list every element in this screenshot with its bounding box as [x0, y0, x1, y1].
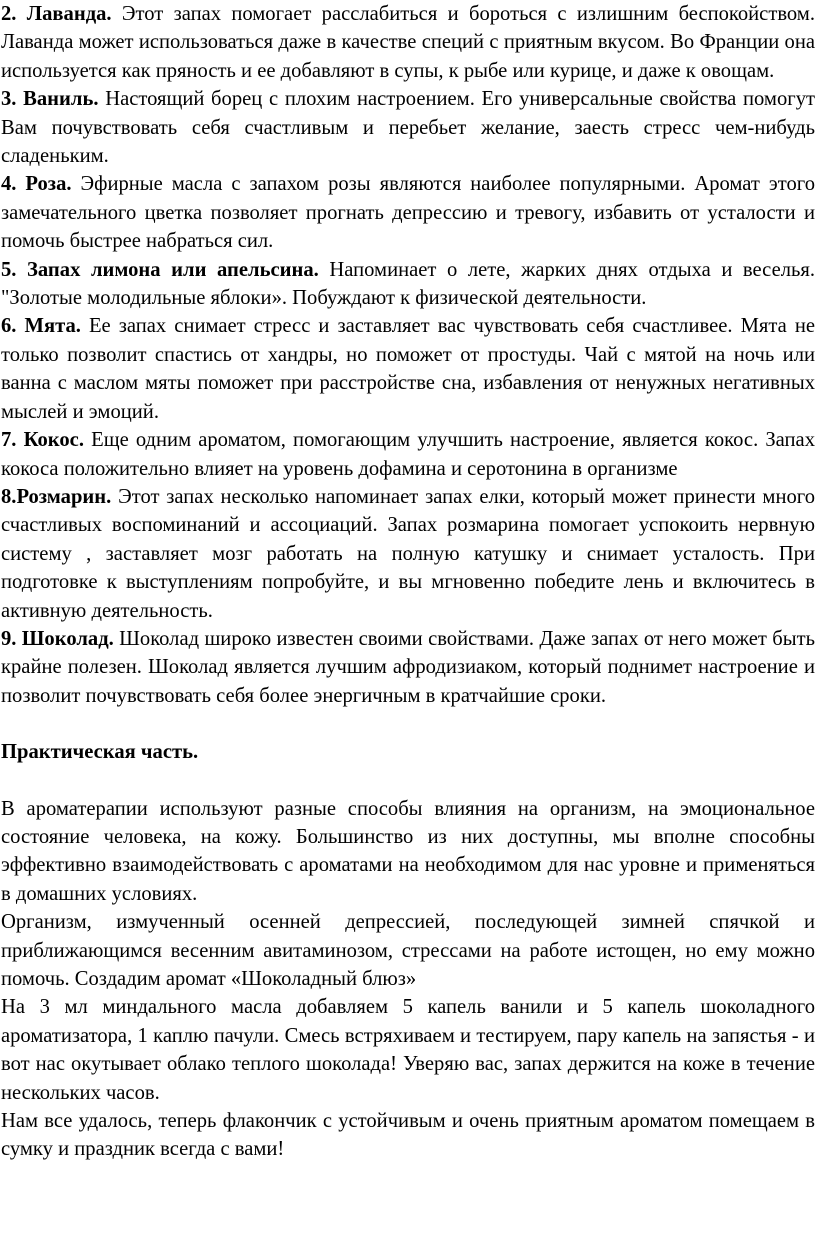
aroma-description: Этот запах помогает расслабиться и бороться с излишним беспокойством. Лаванда может использоваться даже в качестве специй с приятным вкусом. Во Франции она используется как пряность и ее добавляют в супы, к рыбе или курице, и даже к овощам.: [1, 3, 815, 82]
aroma-item-rose: [1, 170, 815, 255]
aroma-item-vanilla: [1, 85, 815, 170]
aroma-label: 7. Кокос.: [1, 429, 84, 452]
aroma-description: Шоколад широко известен своими свойствами. Даже запах от него может быть крайне полезен. Шоколад является лучшим афродизиаком, который поднимет настроение и позволит почувствовать себя более энергичным в кратчайшие сроки.: [1, 627, 815, 707]
practical-paragraph-recipe: На 3 мл миндального масла добавляем 5 капель ванили и 5 капель шоколадного ароматизатора, 1 каплю пачули. Смесь встряхиваем и тестируем, пару капель на запястья - и вот нас окутывает облако теплого шоколада! Уверяю вас, запах держится на коже в течение нескольких часов.: [1, 996, 815, 1104]
aroma-item-rosemary: [1, 483, 815, 625]
practical-paragraph-conclusion: Нам все удалось, теперь флакончик с устойчивым и очень приятным ароматом помещаем в сумку и праздник всегда с вами!: [1, 1110, 815, 1161]
aroma-label: 2. Лаванда.: [1, 3, 112, 25]
aroma-item-chocolate: [1, 625, 815, 710]
aroma-description: Ее запах снимает стресс и заставляет вас чувствовать себя счастливее. Мята не только позволит спастись от хандры, но поможет от простуды. Чай с мятой на ночь или ванна с маслом мяты поможет при расстройстве сна, избавления от ненужных негативных мыслей и эмоций.: [1, 315, 815, 423]
aroma-label: 8.Розмарин.: [1, 485, 112, 508]
aroma-item-coconut: [1, 426, 815, 483]
aroma-description: Настоящий борец с плохим настроением. Его универсальные свойства помогут Вам почувствовать себя счастливым и перебьет желание, заесть стресс чем-нибудь сладеньким.: [1, 88, 815, 168]
aroma-item-citrus: [1, 256, 815, 313]
aroma-label: 5. Запах лимона или апельсина.: [1, 258, 319, 281]
aroma-item-mint: [1, 312, 815, 426]
section-heading-practical: Практическая часть.: [1, 741, 199, 764]
aroma-item-lavender: [1, 0, 815, 85]
aroma-description: Напоминает о лете, жарких днях отдыха и веселья. "Золотые молодильные яблоки». Побуждают к физической деятельности.: [1, 258, 815, 310]
practical-paragraph-intro: В ароматерапии используют разные способы влияния на организм, на эмоциональное состояние человека, на кожу. Большинство из них доступны, мы вполне способны эффективно взаимодействовать с ароматами на необходимом для нас уровне и применяться в домашних условиях.: [1, 797, 815, 905]
aroma-description: Эфирные масла с запахом розы являются наиболее популярными. Аромат этого замечательного цветка позволяет прогнать депрессию и тревогу, избавить от усталости и помочь быстрее набраться сил.: [1, 173, 815, 253]
aroma-label: 3. Ваниль.: [1, 88, 99, 111]
aroma-label: 6. Мята.: [1, 315, 81, 338]
aroma-description: Еще одним ароматом, помогающим улучшить настроение, является кокос. Запах кокоса положительно влияет на уровень дофамина и серотонина в организме: [1, 429, 815, 480]
practical-paragraph-organism: Организм, измученный осенней депрессией, последующей зимней спячкой и приближающимся весенним авитаминозом, стрессами на работе истощен, но ему можно помочь. Создадим аромат «Шоколадный блюз»: [1, 911, 815, 990]
aroma-label: 4. Роза.: [1, 173, 72, 196]
aroma-description: Этот запах несколько напоминает запах елки, который может принести много счастливых воспоминаний и ассоциаций. Запах розмарина помогает успокоить нервную систему , заставляет мозг работать на полную катушку и снимает усталость. При подготовке к выступлениям попробуйте, и вы мгновенно победите лень и включитесь в активную деятельность.: [1, 485, 815, 622]
aroma-label: 9. Шоколад.: [1, 627, 114, 650]
